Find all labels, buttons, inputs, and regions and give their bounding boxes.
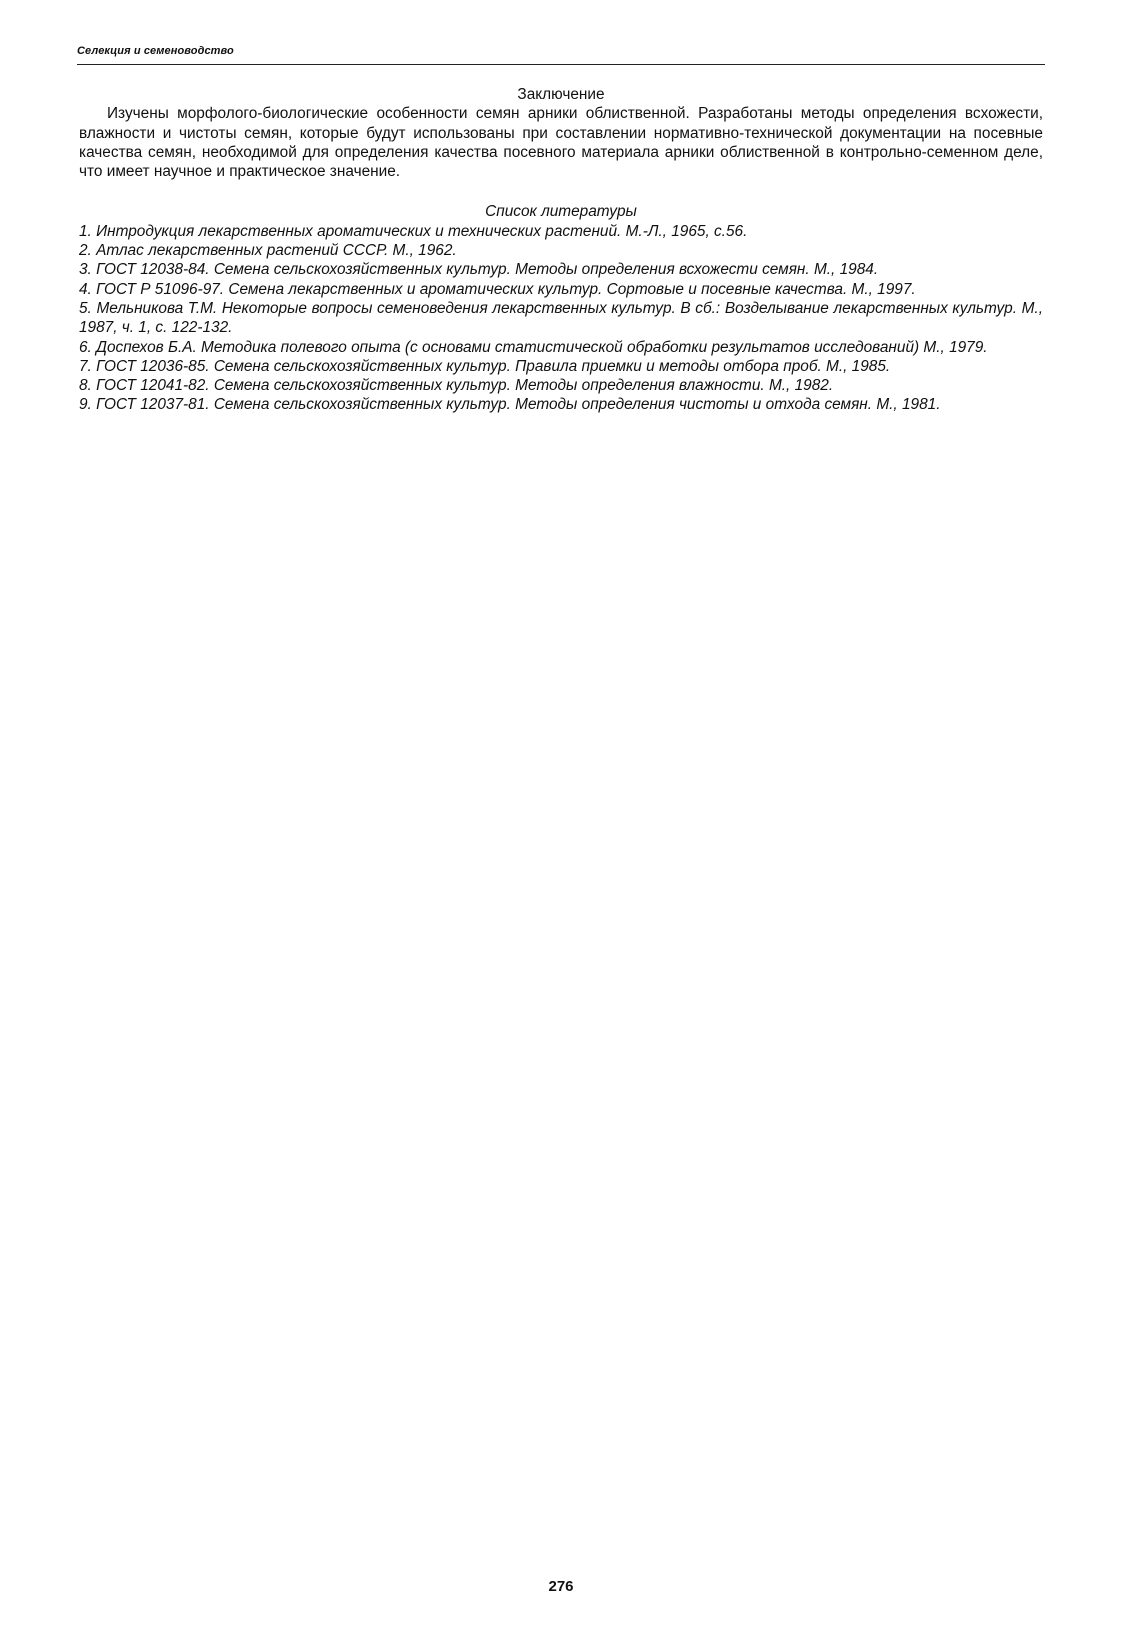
reference-item-6: 6. Доспехов Б.А. Методика полевого опыта (с основами статистической обработки результатов исследований) М., 1979. bbox=[79, 338, 988, 356]
page-content bbox=[79, 85, 1043, 415]
reference-item-4: 4. ГОСТ Р 51096-97. Семена лекарственных и ароматических культур. Сортовые и посевные качества. М., 1997. bbox=[79, 280, 916, 298]
references-title: Список литературы bbox=[485, 203, 637, 221]
reference-item-5: 5. Мельникова Т.М. Некоторые вопросы семеноведения лекарственных культур. В сб.: Возделывание лекарственных культур. М., 1987, ч. 1, с. 122-132. bbox=[79, 299, 1043, 337]
reference-item-8: 8. ГОСТ 12041-82. Семена сельскохозяйственных культур. Методы определения влажности. М., 1982. bbox=[79, 377, 834, 395]
conclusion-title: Заключение bbox=[517, 86, 605, 103]
reference-item-1: 1. Интродукция лекарственных ароматических и технических растений. М.-Л., 1965, с.56. bbox=[79, 222, 748, 240]
running-header: Селекция и семеноводство bbox=[77, 45, 234, 57]
reference-item-2: 2. Атлас лекарственных растений СССР. М., 1962. bbox=[79, 242, 457, 260]
page-number: 276 bbox=[548, 1578, 574, 1595]
conclusion-paragraph: Изучены морфолого-биологические особенности семян арники облиственной. Разработаны методы определения всхожести, влажности и чистоты семян, которые будут использованы при составлении нормативно-технической документации на посевные качества семян, необходимой для определения качества посевного материала арники облиственной в контрольно-семенном деле, что имеет научное и практическое значение. bbox=[79, 105, 1043, 181]
header-divider bbox=[77, 64, 1045, 65]
reference-item-7: 7. ГОСТ 12036-85. Семена сельскохозяйственных культур. Правила приемки и методы отбора проб. М., 1985. bbox=[79, 357, 891, 375]
references-list bbox=[79, 222, 1043, 415]
reference-item-3: 3. ГОСТ 12038-84. Семена сельскохозяйственных культур. Методы определения всхожести семян. М., 1984. bbox=[79, 261, 879, 279]
reference-item-9: 9. ГОСТ 12037-81. Семена сельскохозяйственных культур. Методы определения чистоты и отхода семян. М., 1981. bbox=[79, 396, 941, 414]
